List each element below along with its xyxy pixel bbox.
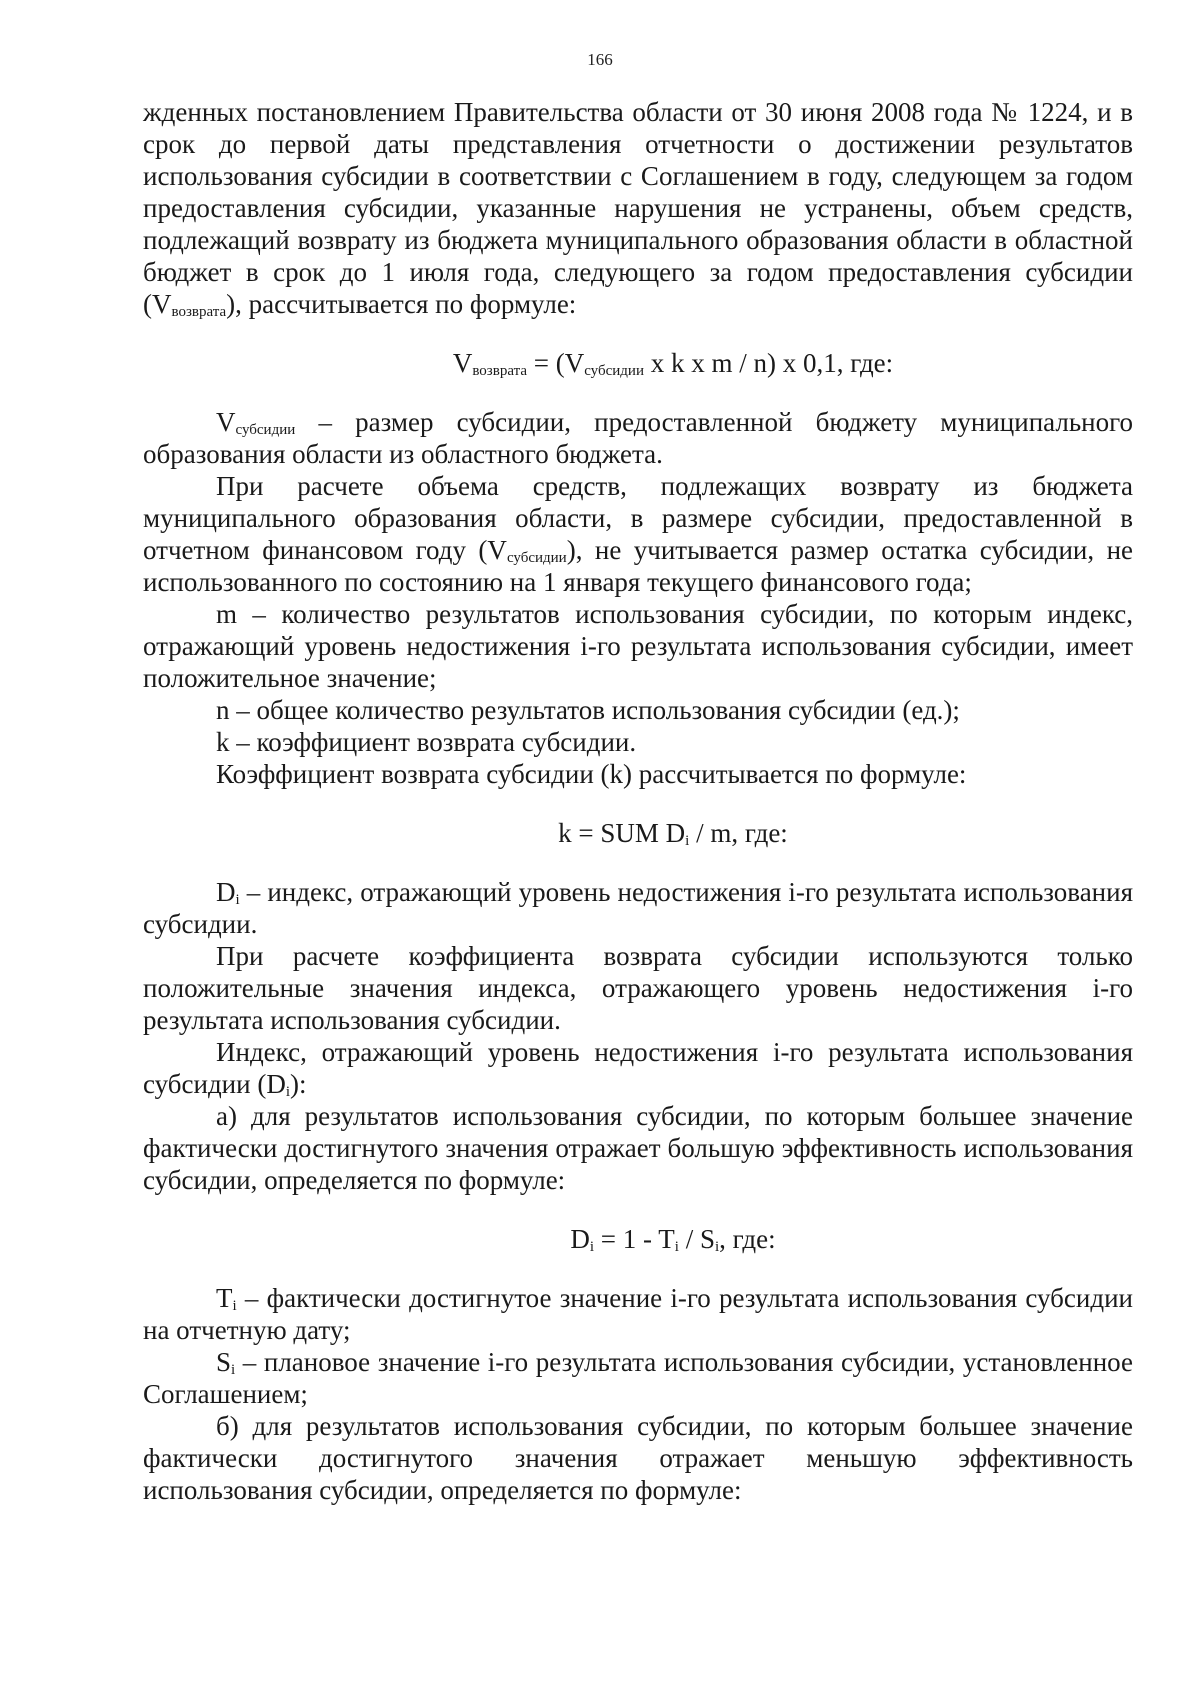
subscript: возврата bbox=[171, 304, 227, 320]
paragraph-text: ), рассчитывается по формуле: bbox=[226, 289, 577, 319]
paragraph-text: жденных постановлением Правительства области от 30 июня 2008 года № 1224, и в срок до первой даты представления отчетности о достижении результатов использования субсидии в соответствии с Соглашением в году, следующем за годом предоставления субсидии, указанные нарушения не устранены, объем средств, подлежащий возврату из бюджета муниципального образования области в областной бюджет в срок до 1 июля года, следующего за годом предоставления субсидии (V bbox=[143, 97, 1133, 319]
subscript: i bbox=[285, 1084, 290, 1100]
paragraph-m-definition: m – количество результатов использования субсидии, по которым индекс, отражающий уровень недостижения i-го результата использования субсидии, имеет положительное значение; bbox=[143, 599, 1133, 693]
variable: D bbox=[216, 877, 236, 907]
paragraph-positive-values-note: При расчете коэффициента возврата субсидии используются только положительные значения индекса, отражающего уровень недостижения i-го результата использования субсидии. bbox=[143, 941, 1133, 1035]
subscript: субсидии bbox=[584, 363, 644, 379]
subscript: i bbox=[235, 892, 240, 908]
formula-return-volume bbox=[143, 347, 1133, 379]
formula-part: V bbox=[452, 348, 473, 378]
subscript: i bbox=[232, 1298, 237, 1314]
paragraph-k-formula-intro: Коэффициент возврата субсидии (k) рассчитывается по формуле: bbox=[216, 759, 967, 789]
subscript: субсидии bbox=[506, 550, 567, 566]
formula-part: / S bbox=[678, 1224, 715, 1254]
variable: S bbox=[216, 1347, 232, 1377]
formula-part: k = SUM D bbox=[558, 818, 686, 848]
paragraph-intro bbox=[143, 96, 1133, 320]
paragraph-n-definition: n – общее количество результатов использования субсидии (ед.); bbox=[216, 695, 960, 725]
paragraph-text: ): bbox=[290, 1069, 307, 1099]
paragraph-ti-definition bbox=[143, 1282, 1133, 1346]
variable: V bbox=[216, 407, 236, 437]
paragraph-calculation-note bbox=[143, 470, 1133, 598]
paragraph-k-definition: k – коэффициент возврата субсидии. bbox=[216, 727, 637, 757]
subscript: i bbox=[674, 1239, 679, 1255]
paragraph-case-a: а) для результатов использования субсидии, по которым большее значение фактически достигнутого значения отражает большую эффективность использования субсидии, определяется по формуле: bbox=[143, 1101, 1133, 1195]
subscript: i bbox=[714, 1239, 720, 1255]
paragraph-text: ), не учитывается размер остатка субсидии, не использованного по состоянию на 1 января текущего финансового года; bbox=[143, 535, 1134, 597]
paragraph-di-definition bbox=[143, 876, 1133, 940]
formula-part: / m, где: bbox=[689, 818, 788, 848]
subscript: субсидии bbox=[235, 422, 296, 438]
subscript: возврата bbox=[472, 363, 527, 379]
paragraph-case-b: б) для результатов использования субсидии, по которым большее значение фактически достигнутого значения отражает меньшую эффективность использования субсидии, определяется по формуле: bbox=[143, 1411, 1133, 1505]
paragraph-si-definition bbox=[143, 1346, 1133, 1410]
formula-index-di bbox=[143, 1223, 1133, 1255]
paragraph-text: При расчете объема средств, подлежащих возврату из бюджета муниципального образования области, в размере субсидии, предоставленной в отчетном финансовом году (V bbox=[143, 471, 1133, 565]
subscript: i bbox=[589, 1239, 595, 1255]
paragraph-v-subsidy-definition bbox=[143, 406, 1133, 470]
formula-part: = (V bbox=[526, 348, 585, 378]
formula-part: x k x m / n) x 0,1, где: bbox=[643, 348, 894, 378]
formula-return-coefficient bbox=[143, 817, 1133, 849]
variable: T bbox=[216, 1283, 233, 1313]
paragraph-text: Индекс, отражающий уровень недостижения i-го результата использования субсидии (D bbox=[143, 1037, 1133, 1099]
paragraph-text: – индекс, отражающий уровень недостижения i-го результата использования субсидии. bbox=[143, 877, 1133, 939]
subscript: i bbox=[231, 1362, 236, 1378]
paragraph-index-intro bbox=[143, 1036, 1133, 1100]
formula-part: , где: bbox=[719, 1224, 776, 1254]
paragraph-text: – размер субсидии, предоставленной бюджету муниципального образования области из областного бюджета. bbox=[143, 407, 1133, 469]
subscript: i bbox=[685, 833, 690, 849]
page-number: 166 bbox=[587, 50, 613, 69]
formula-part: = 1 - T bbox=[594, 1224, 675, 1254]
formula-part: D bbox=[570, 1224, 590, 1254]
document-body bbox=[143, 96, 1133, 1506]
paragraph-text: – плановое значение i-го результата использования субсидии, установленное Соглашением; bbox=[143, 1347, 1133, 1409]
paragraph-text: – фактически достигнутое значение i-го результата использования субсидии на отчетную дату; bbox=[143, 1283, 1133, 1345]
